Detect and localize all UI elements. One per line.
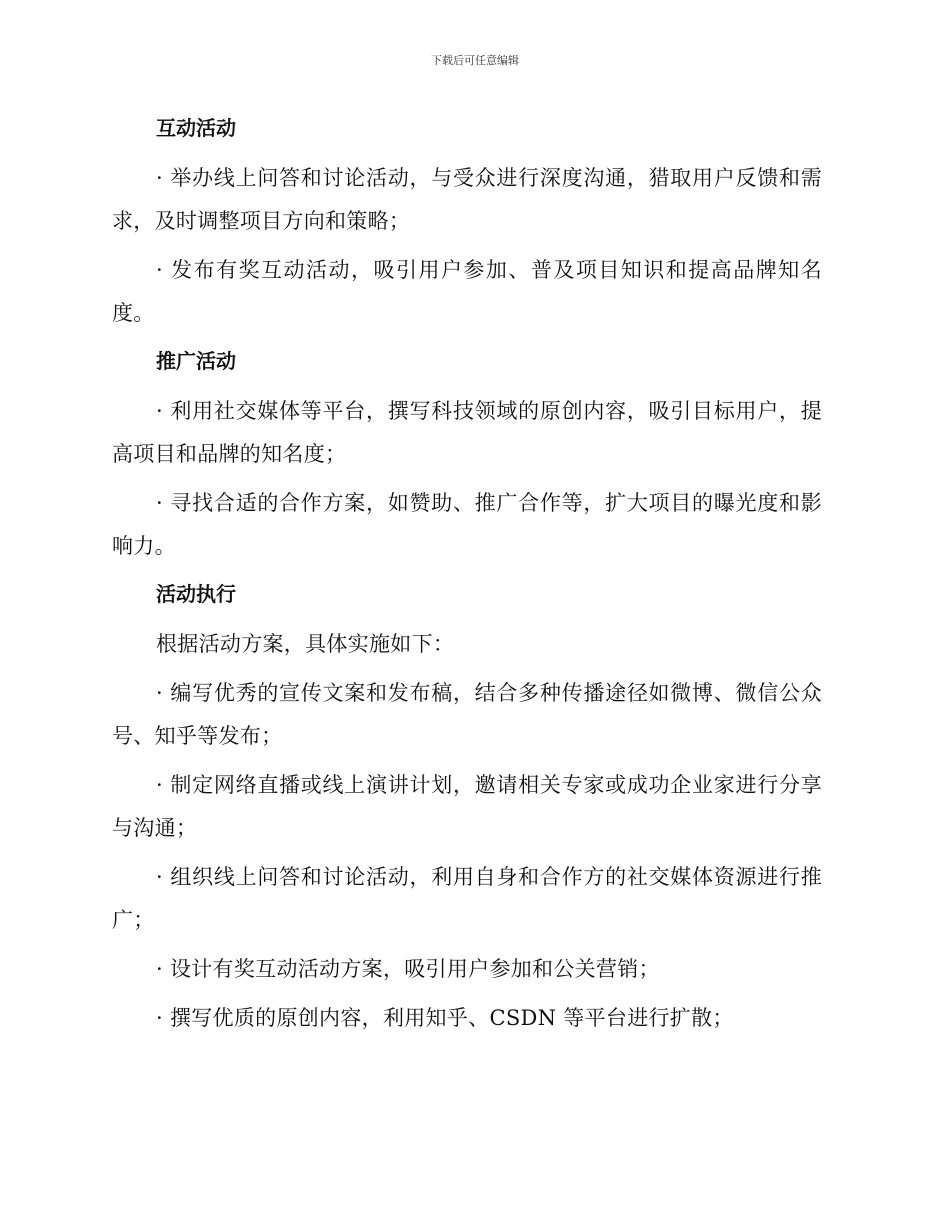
section-heading: 活动执行 bbox=[156, 582, 236, 606]
section-promotion-activities bbox=[112, 341, 822, 574]
paragraph: · 撰写优质的原创内容，利用知乎、CSDN 等平台进行扩散； bbox=[156, 1006, 734, 1030]
section-heading: 互动活动 bbox=[156, 116, 236, 140]
paragraph: · 设计有奖互动活动方案，吸引用户参加和公关营销； bbox=[156, 957, 660, 981]
paragraph: · 发布有奖互动活动，吸引用户参加、普及项目知识和提高品牌知名度。 bbox=[112, 258, 822, 325]
section-interactive-activities bbox=[112, 108, 822, 341]
paragraph: · 组织线上问答和讨论活动，利用自身和合作方的社交媒体资源进行推广； bbox=[112, 865, 822, 932]
paragraph: · 制定网络直播或线上演讲计划，邀请相关专家或成功企业家进行分享与沟通； bbox=[112, 773, 822, 840]
paragraph: · 编写优秀的宣传文案和发布稿，结合多种传播途径如微博、微信公众号、知乎等发布； bbox=[112, 681, 822, 748]
document-body bbox=[112, 108, 822, 1040]
paragraph: · 利用社交媒体等平台，撰写科技领域的原创内容，吸引目标用户，提高项目和品牌的知名度； bbox=[112, 399, 822, 466]
paragraph: · 举办线上问答和讨论活动，与受众进行深度沟通，猎取用户反馈和需求，及时调整项目方向和策略； bbox=[112, 166, 822, 233]
section-activity-execution bbox=[112, 574, 822, 1040]
page-header-note: 下载后可任意编辑 bbox=[431, 54, 519, 67]
paragraph: 根据活动方案，具体实施如下： bbox=[156, 632, 455, 656]
section-heading: 推广活动 bbox=[156, 349, 236, 373]
paragraph: · 寻找合适的合作方案，如赞助、推广合作等，扩大项目的曝光度和影响力。 bbox=[112, 491, 822, 558]
